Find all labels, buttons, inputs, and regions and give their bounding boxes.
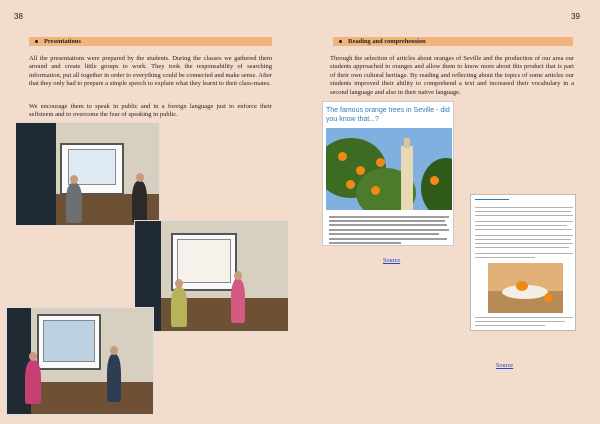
article-title: The famous orange trees in Seville - did you know that...?	[326, 107, 450, 123]
orange-tree-image	[326, 128, 452, 210]
reading-heading	[333, 37, 573, 46]
classroom-photo-1	[15, 122, 160, 226]
presentations-paragraph-1: All the presentations were prepared by the students. During the classes we gathered them around and create little groups to work. They took the responsability of searching information, put all together in order to everything could be connected and make sense. After that they only had to prepare a simple speech to explain what they learnt to their class-mates.	[29, 55, 272, 88]
orange-dessert-image	[488, 263, 563, 313]
presentations-heading-text: Presentations	[44, 38, 81, 45]
page-number-left: 38	[14, 12, 23, 21]
page-number-right: 39	[571, 12, 580, 21]
bullet-icon	[35, 40, 38, 43]
presentations-heading	[29, 37, 272, 46]
article-card-2	[470, 194, 576, 331]
source-link-1[interactable]: Source	[383, 257, 401, 264]
presentations-paragraph-2: We encourage them to speak in public and in a foreign language just to enforce their selfsteem and to overcome the fear of speaking in public.	[29, 103, 272, 119]
classroom-photo-2	[134, 220, 289, 332]
bullet-icon	[339, 40, 342, 43]
article-card-oranges	[322, 101, 454, 246]
reading-heading-text: Reading and comprehension	[348, 38, 426, 45]
classroom-photo-3	[6, 307, 154, 415]
reading-paragraph: Through the selection of articles about oranges of Seville and the production of our area our students approached to oranges and allow them to know more about this product that is part of their own cultural heritage. By reading and reflecting about the topics of some articles our students improved their ability to comprehend a text and increased their vocabulary in a second language and also in their native language.	[330, 55, 574, 96]
source-link-2[interactable]: Source	[496, 362, 514, 369]
